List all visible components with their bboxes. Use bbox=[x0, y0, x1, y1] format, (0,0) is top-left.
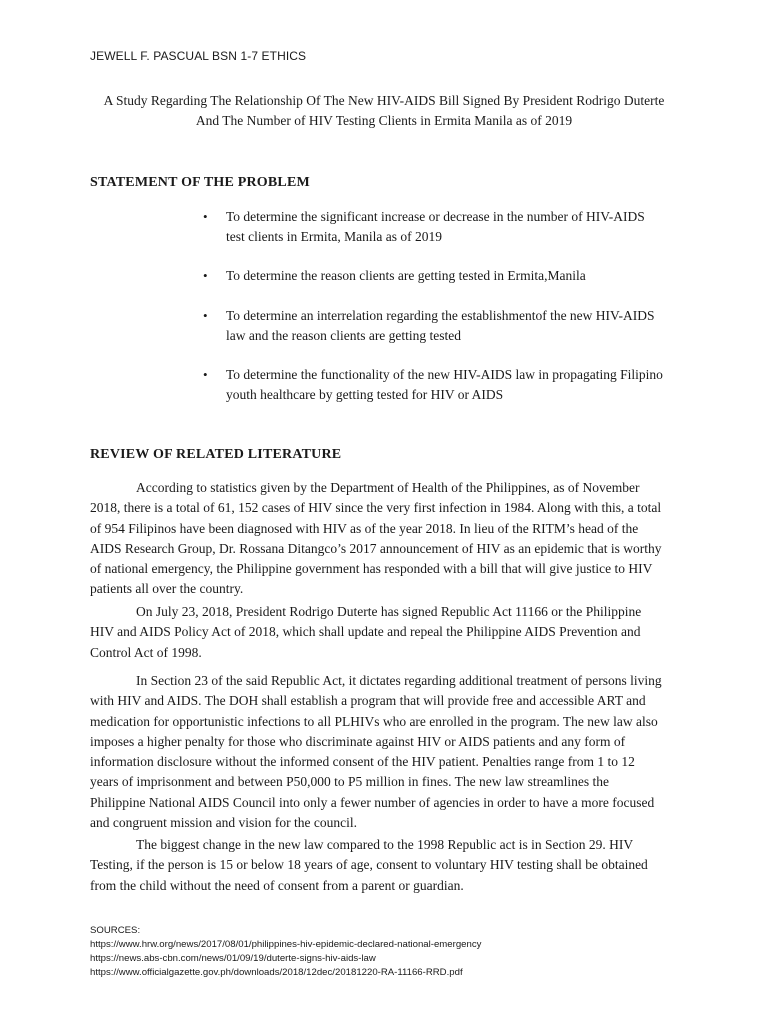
statement-of-problem-heading: STATEMENT OF THE PROBLEM bbox=[90, 175, 310, 190]
author-line: JEWELL F. PASCUAL BSN 1-7 ETHICS bbox=[90, 49, 307, 63]
title-line-1: A Study Regarding The Relationship Of The New HIV-AIDS Bill Signed By President Rodrigo Duterte bbox=[103, 93, 665, 108]
paragraph: The biggest change in the new law compared to the 1998 Republic act is in Section 29. HIV Testing, if the person is 15 or below 18 years of age, consent to voluntary HIV testing shall be obtained from the child without the need of consent from a parent or guardian. bbox=[90, 837, 648, 893]
document-title bbox=[60, 91, 708, 131]
source-url: https://www.hrw.org/news/2017/08/01/philippines-hiv-epidemic-declared-national-emergency bbox=[90, 939, 482, 950]
bullet-icon: • bbox=[203, 268, 208, 283]
bullet-icon: • bbox=[203, 367, 208, 382]
list-item: • To determine the functionality of the new HIV-AIDS law in propagating Filipino youth healthcare by getting tested for HIV or AIDS bbox=[203, 367, 663, 402]
paragraph: On July 23, 2018, President Rodrigo Duterte has signed Republic Act 11166 or the Philippine HIV and AIDS Policy Act of 2018, which shall update and repeal the Philippine AIDS Prevention and Control Act of 1998. bbox=[90, 604, 642, 660]
sources-section bbox=[90, 924, 481, 980]
problem-list bbox=[200, 207, 663, 405]
list-item: • To determine the significant increase or decrease in the number of HIV-AIDS test clients in Ermita, Manila as of 2019 bbox=[203, 209, 645, 244]
paragraph: According to statistics given by the Department of Health of the Philippines, as of November 2018, there is a total of 61, 152 cases of HIV since the very first infection in 1984. Along with this, a total of 954 Filipinos have been diagnosed with HIV as of the year 2018. In lieu of the RITM’s head of the AIDS Research Group, Dr. Rossana Ditangco’s 2017 announcement of HIV as an epidemic that is worthy of national emergency, the Philippine government has responded with a bill that will give justice to HIV patients all over the country. bbox=[90, 480, 662, 597]
bullet-icon: • bbox=[203, 308, 208, 323]
sources-label: SOURCES: bbox=[90, 925, 141, 936]
title-line-2: And The Number of HIV Testing Clients in Ermita Manila as of 2019 bbox=[195, 113, 573, 128]
source-url: https://news.abs-cbn.com/news/01/09/19/duterte-signs-hiv-aids-law bbox=[90, 953, 376, 964]
source-url: https://www.officialgazette.gov.ph/downloads/2018/12dec/20181220-RA-11166-RRD.pdf bbox=[90, 967, 463, 978]
bullet-icon: • bbox=[203, 209, 208, 224]
review-of-literature-heading: REVIEW OF RELATED LITERATURE bbox=[90, 447, 342, 462]
paragraph: In Section 23 of the said Republic Act, it dictates regarding additional treatment of persons living with HIV and AIDS. The DOH shall establish a program that will provide free and accessible ART and medication for opportunistic infections to all PLHIVs who are enrolled in the program. The new law also imposes a higher penalty for those who discriminate against HIV or AIDS patients and any form of information disclosure without the informed consent of the HIV patient. Penalties range from 1 to 12 years of imprisonment and between P50,000 to P5 million in fines. The new law streamlines the Philippine National AIDS Council into only a fewer number of agencies in order to have a more focused and congruent mission and vision for the council. bbox=[90, 673, 662, 831]
list-item: • To determine the reason clients are getting tested in Ermita,Manila bbox=[200, 266, 663, 286]
list-item: • To determine an interrelation regarding the establishmentof the new HIV-AIDS law and the reason clients are getting tested bbox=[203, 308, 655, 343]
